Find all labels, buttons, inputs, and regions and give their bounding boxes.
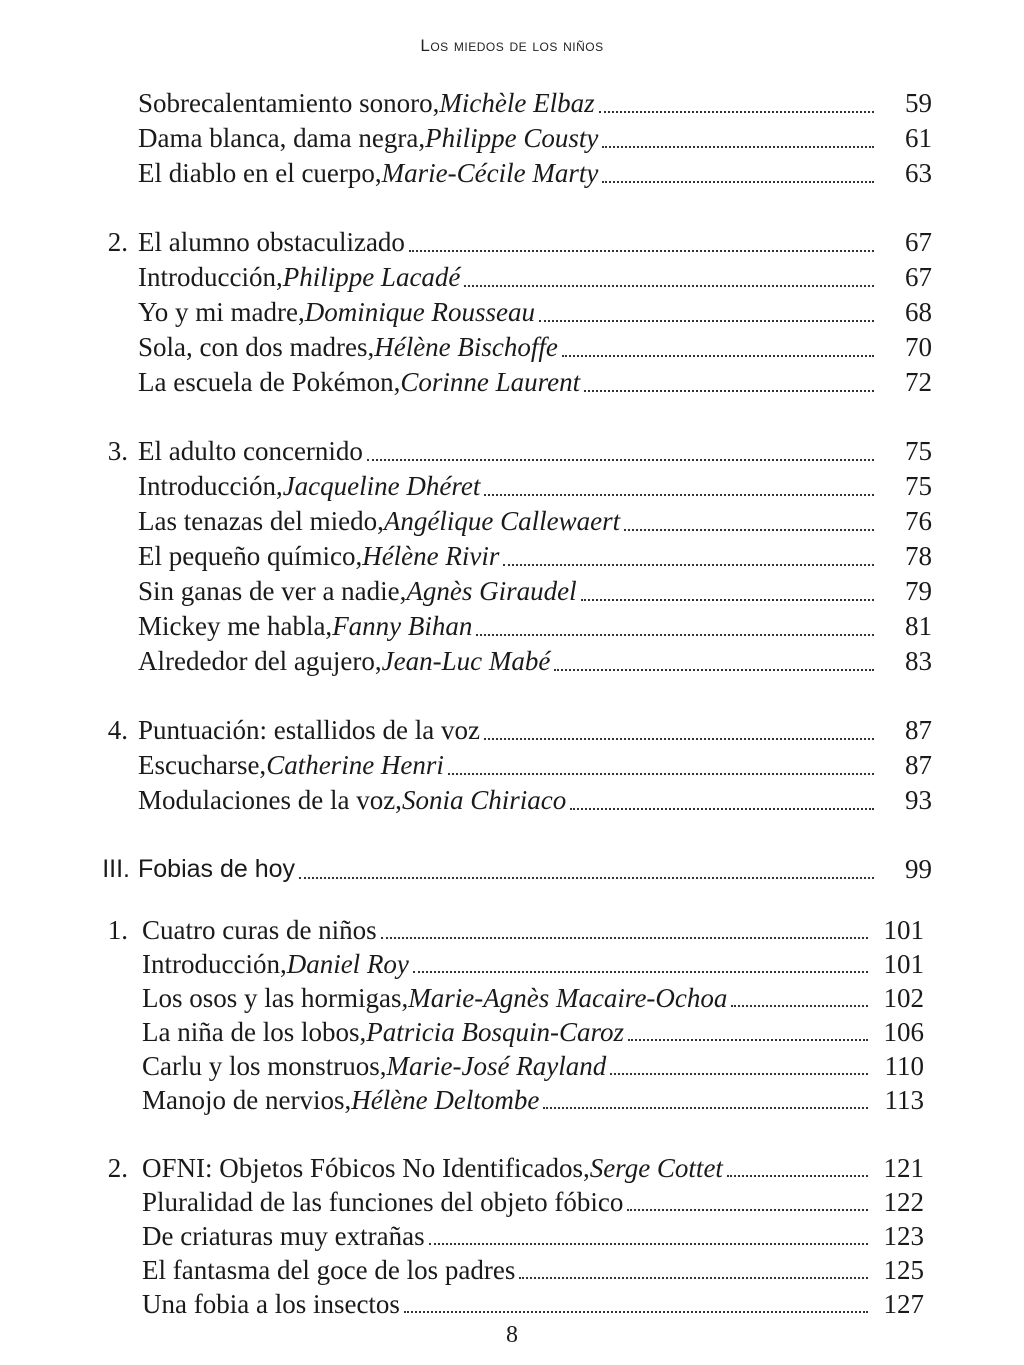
entry-title: Sola, con dos madres, (138, 332, 375, 362)
dot-leader (727, 1174, 868, 1177)
entry-title: Pluralidad de las funciones del objeto fóbico (142, 1187, 624, 1217)
toc-entry (0, 156, 1024, 191)
toc-entry (0, 1287, 1024, 1321)
toc-part (0, 852, 1024, 887)
toc-entry (0, 852, 1024, 887)
dot-leader (476, 633, 874, 636)
entry-author: Hélène Deltombe (351, 1085, 540, 1115)
toc-entry (0, 1083, 1024, 1117)
toc-entry (0, 1049, 1024, 1083)
entry-text (142, 981, 868, 1015)
entry-text (142, 1083, 868, 1117)
entry-text (138, 365, 874, 400)
toc-entry (0, 1151, 1024, 1185)
entry-title: Introducción, (142, 949, 287, 979)
entry-page-number: 125 (883, 1255, 924, 1285)
dot-leader (584, 389, 874, 392)
entry-page-number: 121 (883, 1153, 924, 1183)
dot-leader (539, 319, 874, 322)
entry-title: Mickey me habla, (138, 611, 333, 641)
dot-leader (543, 1106, 868, 1109)
entry-text (142, 1185, 868, 1219)
entry-title: Yo y mi madre, (138, 297, 305, 327)
entry-page-number: 72 (905, 367, 932, 397)
entry-text (142, 947, 868, 981)
entry-page-number: 63 (905, 158, 932, 188)
toc-entry (0, 225, 1024, 260)
toc-entry (0, 365, 1024, 400)
toc-entry (0, 783, 1024, 818)
toc-entry (0, 295, 1024, 330)
entry-title: Modulaciones de la voz, (138, 785, 402, 815)
entry-author: Sonia Chiriaco (401, 785, 567, 815)
entry-author: Hélène Rivir (362, 541, 500, 571)
entry-text (138, 644, 874, 679)
dot-leader (628, 1038, 868, 1041)
dot-leader (448, 772, 874, 775)
entry-title: Manojo de nervios, (142, 1085, 352, 1115)
entry-text (138, 469, 874, 504)
dot-leader (484, 737, 874, 740)
entry-title: Sin ganas de ver a nadie, (138, 576, 407, 606)
entry-author: Agnès Giraudel (406, 576, 577, 606)
running-header: Los miedos de los niños (420, 36, 604, 55)
entry-page-number: 99 (905, 854, 932, 884)
dot-leader (570, 807, 874, 810)
entry-text (138, 156, 874, 191)
table-of-contents (0, 86, 1024, 1355)
section-number: 3. (107, 436, 128, 466)
dot-leader (299, 876, 874, 879)
entry-page-number: 93 (905, 785, 932, 815)
toc-section (0, 713, 1024, 818)
entry-page-number: 67 (905, 262, 932, 292)
toc-section (0, 1151, 1024, 1321)
entry-title: Introducción, (138, 262, 283, 292)
entry-title: Alrededor del agujero, (138, 646, 382, 676)
entry-title: Introducción, (138, 471, 283, 501)
toc-entry (0, 748, 1024, 783)
toc-entry (0, 330, 1024, 365)
entry-text (138, 539, 874, 574)
entry-text (138, 713, 874, 748)
toc-entry (0, 713, 1024, 748)
entry-title: OFNI: Objetos Fóbicos No Identificados, (142, 1153, 590, 1183)
entry-text (142, 1287, 868, 1321)
dot-leader (413, 970, 868, 973)
toc-entry (0, 260, 1024, 295)
dot-leader (602, 180, 874, 183)
entry-title: La niña de los lobos, (142, 1017, 367, 1047)
entry-text (138, 86, 874, 121)
entry-title: Cuatro curas de niños (142, 915, 377, 945)
entry-page-number: 101 (883, 949, 924, 979)
entry-title: Sobrecalentamiento sonoro, (138, 88, 440, 118)
entry-page-number: 87 (905, 715, 932, 745)
entry-page-number: 122 (883, 1187, 924, 1217)
entry-author: Hélène Bischoffe (374, 332, 558, 362)
entry-page-number: 68 (905, 297, 932, 327)
entry-text (142, 1253, 868, 1287)
entry-page-number: 67 (905, 227, 932, 257)
entry-page-number: 61 (905, 123, 932, 153)
entry-page-number: 81 (905, 611, 932, 641)
entry-page-number: 87 (905, 750, 932, 780)
entry-author: Dominique Rousseau (304, 297, 535, 327)
toc-entry (0, 86, 1024, 121)
toc-entry (0, 121, 1024, 156)
dot-leader (581, 598, 874, 601)
entry-page-number: 70 (905, 332, 932, 362)
entry-text (142, 913, 868, 947)
entry-text (138, 783, 874, 818)
toc-entry (0, 504, 1024, 539)
section-number: 2. (107, 227, 128, 257)
entry-author: Philippe Cousty (425, 123, 599, 153)
entry-title: Escucharse, (138, 750, 267, 780)
entry-title: Las tenazas del miedo, (138, 506, 384, 536)
entry-page-number: 113 (884, 1085, 924, 1115)
entry-text (138, 260, 874, 295)
toc-entry (0, 981, 1024, 1015)
toc-entry (0, 539, 1024, 574)
entry-title: Fobias de hoy (138, 855, 296, 883)
dot-leader (429, 1242, 868, 1245)
toc-section (0, 913, 1024, 1117)
entry-text (138, 609, 874, 644)
entry-author: Corinne Laurent (400, 367, 581, 397)
entry-text (142, 1015, 868, 1049)
entry-page-number: 101 (883, 915, 924, 945)
dot-leader (627, 1208, 868, 1211)
dot-leader (464, 284, 874, 287)
toc-entry (0, 644, 1024, 679)
entry-author: Jacqueline Dhéret (282, 471, 481, 501)
entry-text (138, 225, 874, 260)
entry-title: Los osos y las hormigas, (142, 983, 409, 1013)
entry-text (142, 1151, 868, 1185)
entry-author: Fanny Bihan (332, 611, 473, 641)
entry-text (138, 748, 874, 783)
entry-author: Marie-Cécile Marty (381, 158, 599, 188)
entry-text (138, 504, 874, 539)
entry-page-number: 110 (884, 1051, 924, 1081)
dot-leader (484, 493, 874, 496)
section-number: III. (102, 855, 130, 883)
entry-title: Carlu y los monstruos, (142, 1051, 387, 1081)
entry-title: El diablo en el cuerpo, (138, 158, 382, 188)
entry-page-number: 79 (905, 576, 932, 606)
toc-entry (0, 1253, 1024, 1287)
entry-page-number: 59 (905, 88, 932, 118)
section-number: 2. (107, 1153, 128, 1183)
toc-entry (0, 469, 1024, 504)
dot-leader (731, 1004, 868, 1007)
entry-title: Una fobia a los insectos (142, 1289, 400, 1319)
entry-page-number: 75 (905, 471, 932, 501)
entry-title: El pequeño químico, (138, 541, 363, 571)
entry-title: El fantasma del goce de los padres (142, 1255, 516, 1285)
toc-entry (0, 947, 1024, 981)
dot-leader (554, 668, 874, 671)
entry-page-number: 76 (905, 506, 932, 536)
toc-entry (0, 1015, 1024, 1049)
entry-text (138, 852, 874, 887)
entry-author: Daniel Roy (286, 949, 409, 979)
entry-author: Marie-José Rayland (386, 1051, 607, 1081)
entry-author: Patricia Bosquin-Caroz (366, 1017, 624, 1047)
dot-leader (562, 354, 874, 357)
toc-entry (0, 434, 1024, 469)
page-number: 8 (506, 1322, 518, 1348)
entry-title: La escuela de Pokémon, (138, 367, 401, 397)
entry-text (138, 574, 874, 609)
dot-leader (599, 110, 874, 113)
toc-entry (0, 913, 1024, 947)
entry-page-number: 123 (883, 1221, 924, 1251)
toc-entry (0, 609, 1024, 644)
dot-leader (610, 1072, 868, 1075)
dot-leader (404, 1310, 868, 1313)
dot-leader (409, 249, 874, 252)
entry-author: Marie-Agnès Macaire-Ochoa (408, 983, 728, 1013)
entry-title: El alumno obstaculizado (138, 227, 405, 257)
toc-entry (0, 1219, 1024, 1253)
entry-page-number: 106 (883, 1017, 924, 1047)
entry-text (142, 1049, 868, 1083)
entry-author: Angélique Callewaert (383, 506, 621, 536)
toc-section (0, 225, 1024, 400)
entry-title: De criaturas muy extrañas (142, 1221, 425, 1251)
entry-title: Puntuación: estallidos de la voz (138, 715, 480, 745)
toc-entry (0, 1185, 1024, 1219)
entry-text (138, 330, 874, 365)
entry-page-number: 83 (905, 646, 932, 676)
toc-section (0, 86, 1024, 191)
dot-leader (381, 936, 868, 939)
entry-text (138, 121, 874, 156)
entry-page-number: 127 (883, 1289, 924, 1319)
entry-title: El adulto concernido (138, 436, 363, 466)
dot-leader (624, 528, 874, 531)
toc-section (0, 434, 1024, 679)
entry-author: Jean-Luc Mabé (381, 646, 551, 676)
dot-leader (519, 1276, 868, 1279)
entry-title: Dama blanca, dama negra, (138, 123, 426, 153)
entry-author: Michèle Elbaz (439, 88, 595, 118)
entry-author: Catherine Henri (266, 750, 444, 780)
entry-page-number: 78 (905, 541, 932, 571)
entry-author: Philippe Lacadé (282, 262, 461, 292)
toc-entry (0, 574, 1024, 609)
entry-text (142, 1219, 868, 1253)
dot-leader (367, 458, 874, 461)
entry-text (138, 434, 874, 469)
entry-page-number: 102 (883, 983, 924, 1013)
entry-text (138, 295, 874, 330)
entry-author: Serge Cottet (589, 1153, 723, 1183)
section-number: 1. (107, 915, 128, 945)
dot-leader (503, 563, 874, 566)
entry-page-number: 75 (905, 436, 932, 466)
dot-leader (602, 145, 874, 148)
section-number: 4. (107, 715, 128, 745)
